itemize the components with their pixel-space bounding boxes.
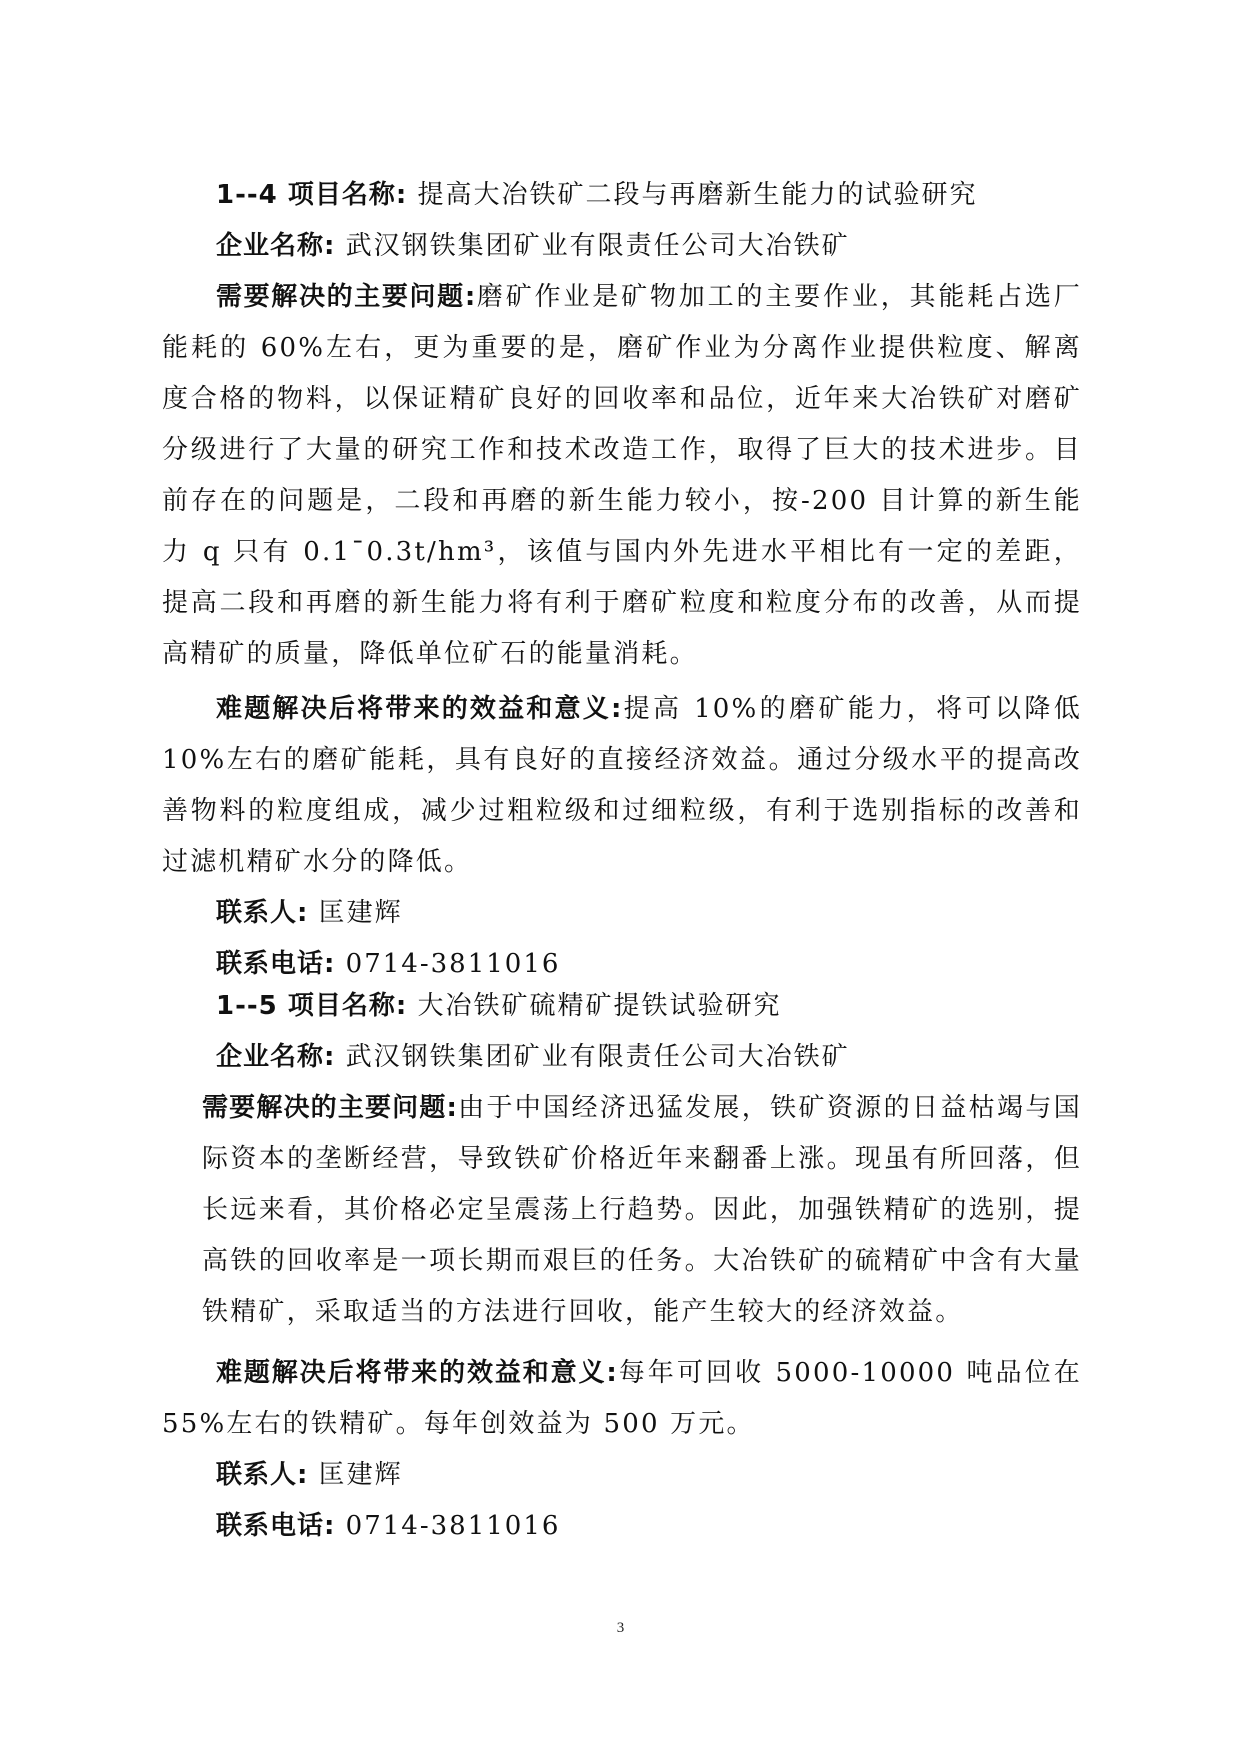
main-problem-paragraph bbox=[162, 1083, 1082, 1338]
benefit-label: 难题解决后将带来的效益和意义: bbox=[216, 1358, 618, 1388]
project-name-value: 提高大冶铁矿二段与再磨新生能力的试验研究 bbox=[417, 180, 978, 210]
project-section-1-5 bbox=[162, 981, 1082, 1552]
project-name-value: 大冶铁矿硫精矿提铁试验研究 bbox=[417, 991, 782, 1021]
company-name-line bbox=[162, 221, 1082, 272]
contact-person-line bbox=[162, 1450, 1082, 1501]
main-problem-text: 磨矿作业是矿物加工的主要作业，其能耗占选厂能耗的 60%左右，更为重要的是，磨矿作业为分离作业提供粒度、解离度合格的物料，以保证精矿良好的回收率和品位，近年来大冶铁矿对磨矿分级进行了大量的研究工作和技术改造工作，取得了巨大的技术进步。目前存在的问题是，二段和再磨的新生能力较小，按-200 目计算的新生能力 q 只有 0.1¯0.3t/hm³，该值与国内外先进水平相比有一定的差距，提高二段和再磨的新生能力将有利于磨矿粒度和粒度分布的改善，从而提高精矿的质量，降低单位矿石的能量消耗。 bbox=[162, 282, 1082, 669]
contact-person-label: 联系人: bbox=[216, 898, 309, 928]
project-section-1-4 bbox=[162, 170, 1082, 990]
project-name-label: 1--4 项目名称: bbox=[216, 180, 408, 210]
contact-phone-line bbox=[162, 1501, 1082, 1552]
contact-phone-value: 0714-3811016 bbox=[345, 1511, 561, 1541]
contact-phone-label: 联系电话: bbox=[216, 1511, 336, 1541]
company-name-label: 企业名称: bbox=[216, 231, 336, 261]
benefit-paragraph bbox=[162, 1348, 1082, 1450]
contact-person-line bbox=[162, 888, 1082, 939]
contact-person-label: 联系人: bbox=[216, 1460, 309, 1490]
contact-person-value: 匡建辉 bbox=[318, 898, 403, 928]
company-name-label: 企业名称: bbox=[216, 1042, 336, 1072]
benefit-paragraph bbox=[162, 684, 1082, 888]
company-name-value: 武汉钢铁集团矿业有限责任公司大冶铁矿 bbox=[345, 1042, 850, 1072]
main-problem-label: 需要解决的主要问题: bbox=[216, 282, 477, 312]
contact-phone-value: 0714-3811016 bbox=[345, 949, 561, 979]
benefit-text: 提高 10%的磨矿能力，将可以降低 10%左右的磨矿能耗，具有良好的直接经济效益。通过分级水平的提高改善物料的粒度组成，减少过粗粒级和过细粒级，有利于选别指标的改善和过滤机精矿水分的降低。 bbox=[162, 694, 1082, 877]
company-name-line bbox=[162, 1032, 1082, 1083]
company-name-value: 武汉钢铁集团矿业有限责任公司大冶铁矿 bbox=[345, 231, 850, 261]
project-name-label: 1--5 项目名称: bbox=[216, 991, 408, 1021]
benefit-label: 难题解决后将带来的效益和意义: bbox=[216, 694, 623, 724]
project-name-line bbox=[162, 981, 1082, 1032]
main-problem-paragraph bbox=[162, 272, 1082, 680]
contact-person-value: 匡建辉 bbox=[318, 1460, 403, 1490]
main-problem-text: 由于中国经济迅猛发展，铁矿资源的日益枯竭与国际资本的垄断经营，导致铁矿价格近年来翻番上涨。现虽有所回落，但长远来看，其价格必定呈震荡上行趋势。因此，加强铁精矿的选别，提高铁的回收率是一项长期而艰巨的任务。大冶铁矿的硫精矿中含有大量铁精矿，采取适当的方法进行回收，能产生较大的经济效益。 bbox=[202, 1093, 1082, 1327]
contact-phone-label: 联系电话: bbox=[216, 949, 336, 979]
page-number: 3 bbox=[616, 1620, 625, 1636]
benefit-text: 每年可回收 5000-10000 吨品位在 55%左右的铁精矿。每年创效益为 500 万元。 bbox=[162, 1358, 1082, 1439]
main-problem-label: 需要解决的主要问题: bbox=[202, 1093, 458, 1123]
project-name-line bbox=[162, 170, 1082, 221]
